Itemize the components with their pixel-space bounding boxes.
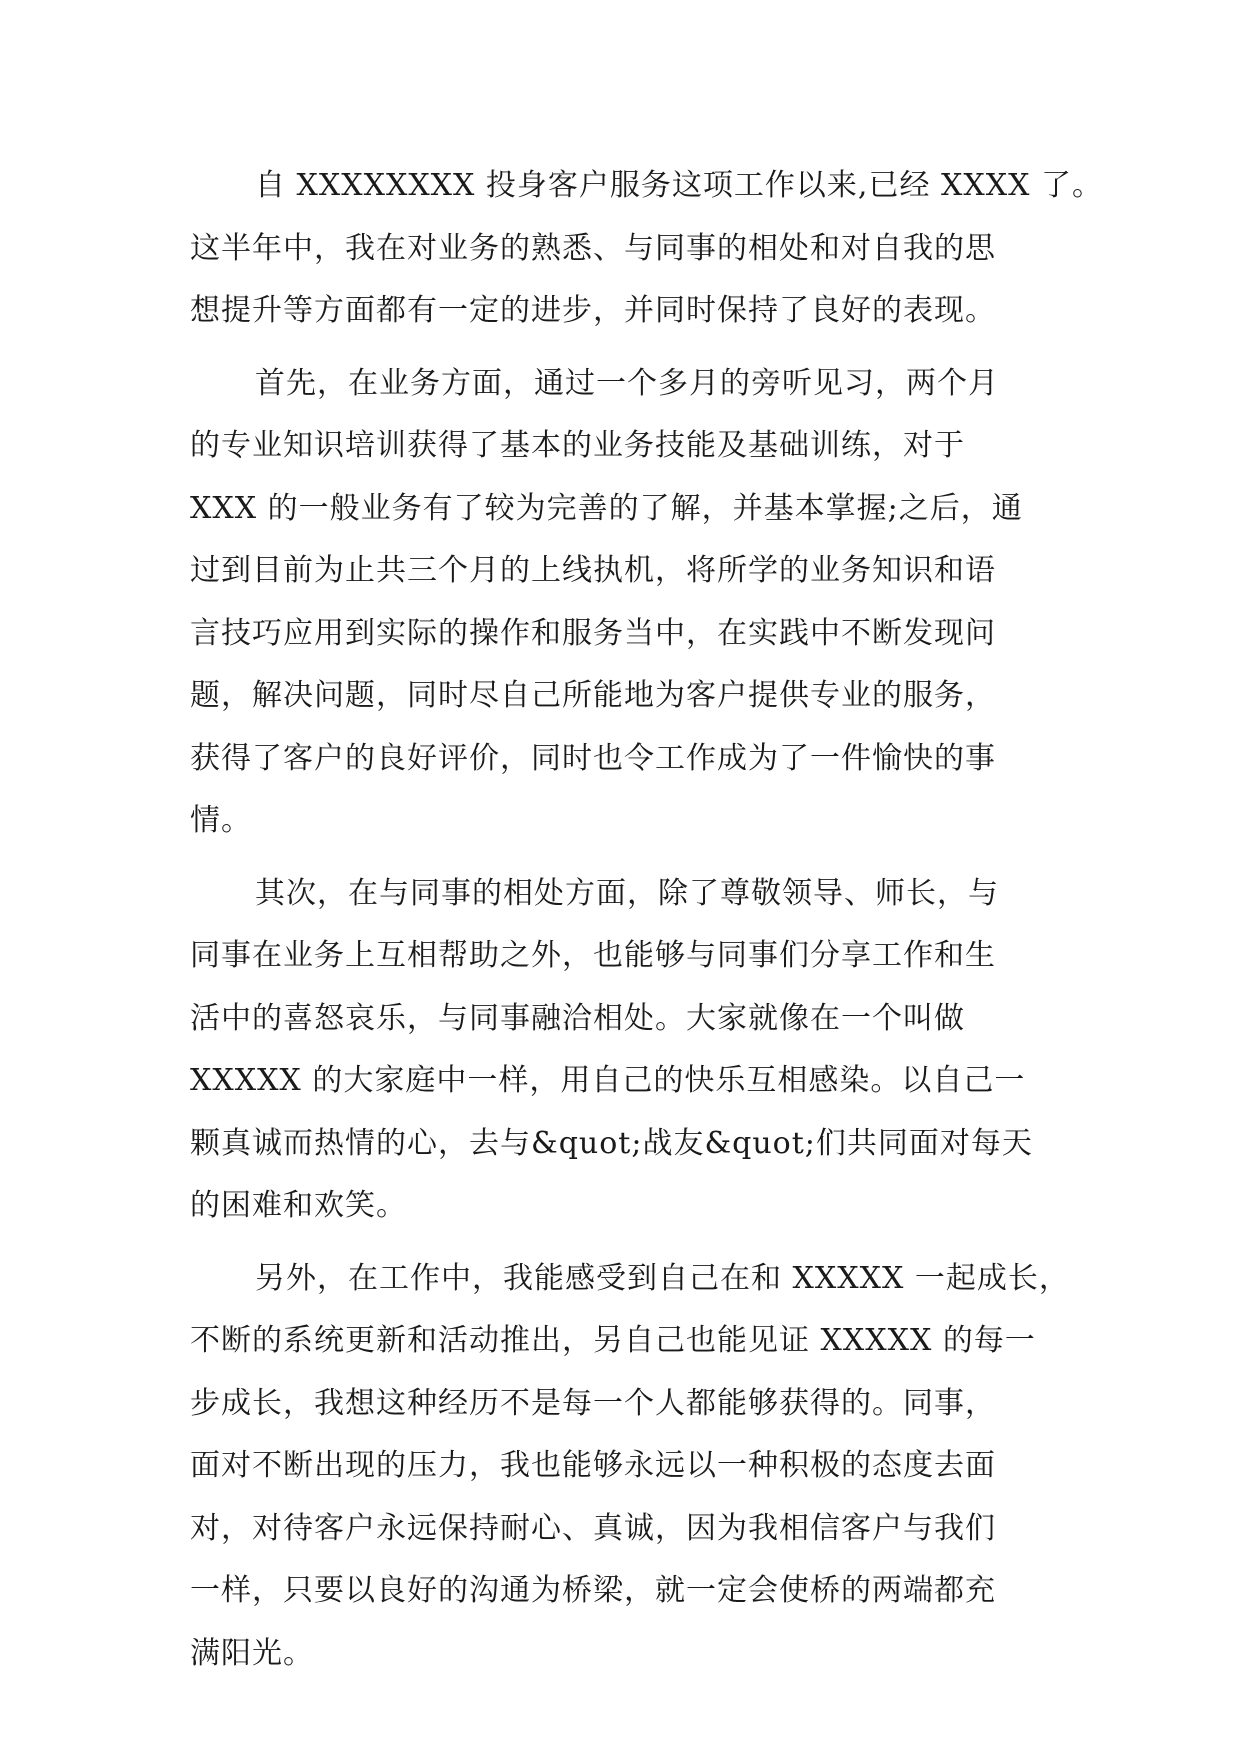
paragraph-3 — [190, 863, 1070, 1238]
text-line: 的专业知识培训获得了基本的业务技能及基础训练，对于 — [190, 428, 965, 463]
text-line: 其次，在与同事的相处方面，除了尊敬领导、师长，与 — [255, 875, 999, 911]
text-line: 颗真诚而热情的心，去与&quot;战友&quot;们共同面对每天 — [190, 1125, 1033, 1161]
text-line: 自 XXXXXXXX 投身客户服务这项工作以来,已经 XXXX 了。 — [255, 168, 1103, 203]
text-line: 情。 — [190, 803, 252, 838]
text-line: 对，对待客户永远保持耐心、真诚，因为我相信客户与我们 — [190, 1510, 996, 1546]
text-line: 另外，在工作中，我能感受到自己在和 XXXXX 一起成长， — [255, 1260, 1070, 1296]
text-line: 步成长，我想这种经历不是每一个人都能够获得的。同事， — [190, 1385, 996, 1421]
text-line: 题，解决问题，同时尽自己所能地为客户提供专业的服务， — [190, 678, 996, 713]
text-line: 想提升等方面都有一定的进步，并同时保持了良好的表现。 — [190, 293, 996, 328]
text-line: 首先，在业务方面，通过一个多月的旁听见习，两个月 — [255, 365, 999, 401]
text-line: 获得了客户的良好评价，同时也令工作成为了一件愉快的事 — [190, 740, 996, 776]
text-line: 一样，只要以良好的沟通为桥梁，就一定会使桥的两端都充 — [190, 1573, 996, 1608]
text-line: 满阳光。 — [190, 1635, 314, 1671]
text-line: 这半年中，我在对业务的熟悉、与同事的相处和对自我的思 — [190, 230, 996, 266]
text-line: XXX 的一般业务有了较为完善的了解，并基本掌握;之后，通 — [190, 490, 1023, 526]
text-line: 的困难和欢笑。 — [190, 1188, 407, 1223]
text-line: 言技巧应用到实际的操作和服务当中，在实践中不断发现问 — [190, 615, 996, 651]
document-page — [190, 155, 1103, 1695]
paragraph-2 — [190, 353, 1070, 853]
text-line: 过到目前为止共三个月的上线执机，将所学的业务知识和语 — [190, 553, 996, 588]
text-line: XXXXX 的大家庭中一样，用自己的快乐互相感染。以自己一 — [190, 1063, 1026, 1098]
text-line: 活中的喜怒哀乐，与同事融洽相处。大家就像在一个叫做 — [190, 1000, 965, 1036]
text-line: 不断的系统更新和活动推出，另自己也能见证 XXXXX 的每一 — [190, 1323, 1036, 1358]
paragraph-1 — [190, 155, 1103, 343]
paragraph-4 — [190, 1248, 1070, 1686]
text-line: 面对不断出现的压力，我也能够永远以一种积极的态度去面 — [190, 1448, 996, 1483]
text-line: 同事在业务上互相帮助之外，也能够与同事们分享工作和生 — [190, 938, 996, 973]
